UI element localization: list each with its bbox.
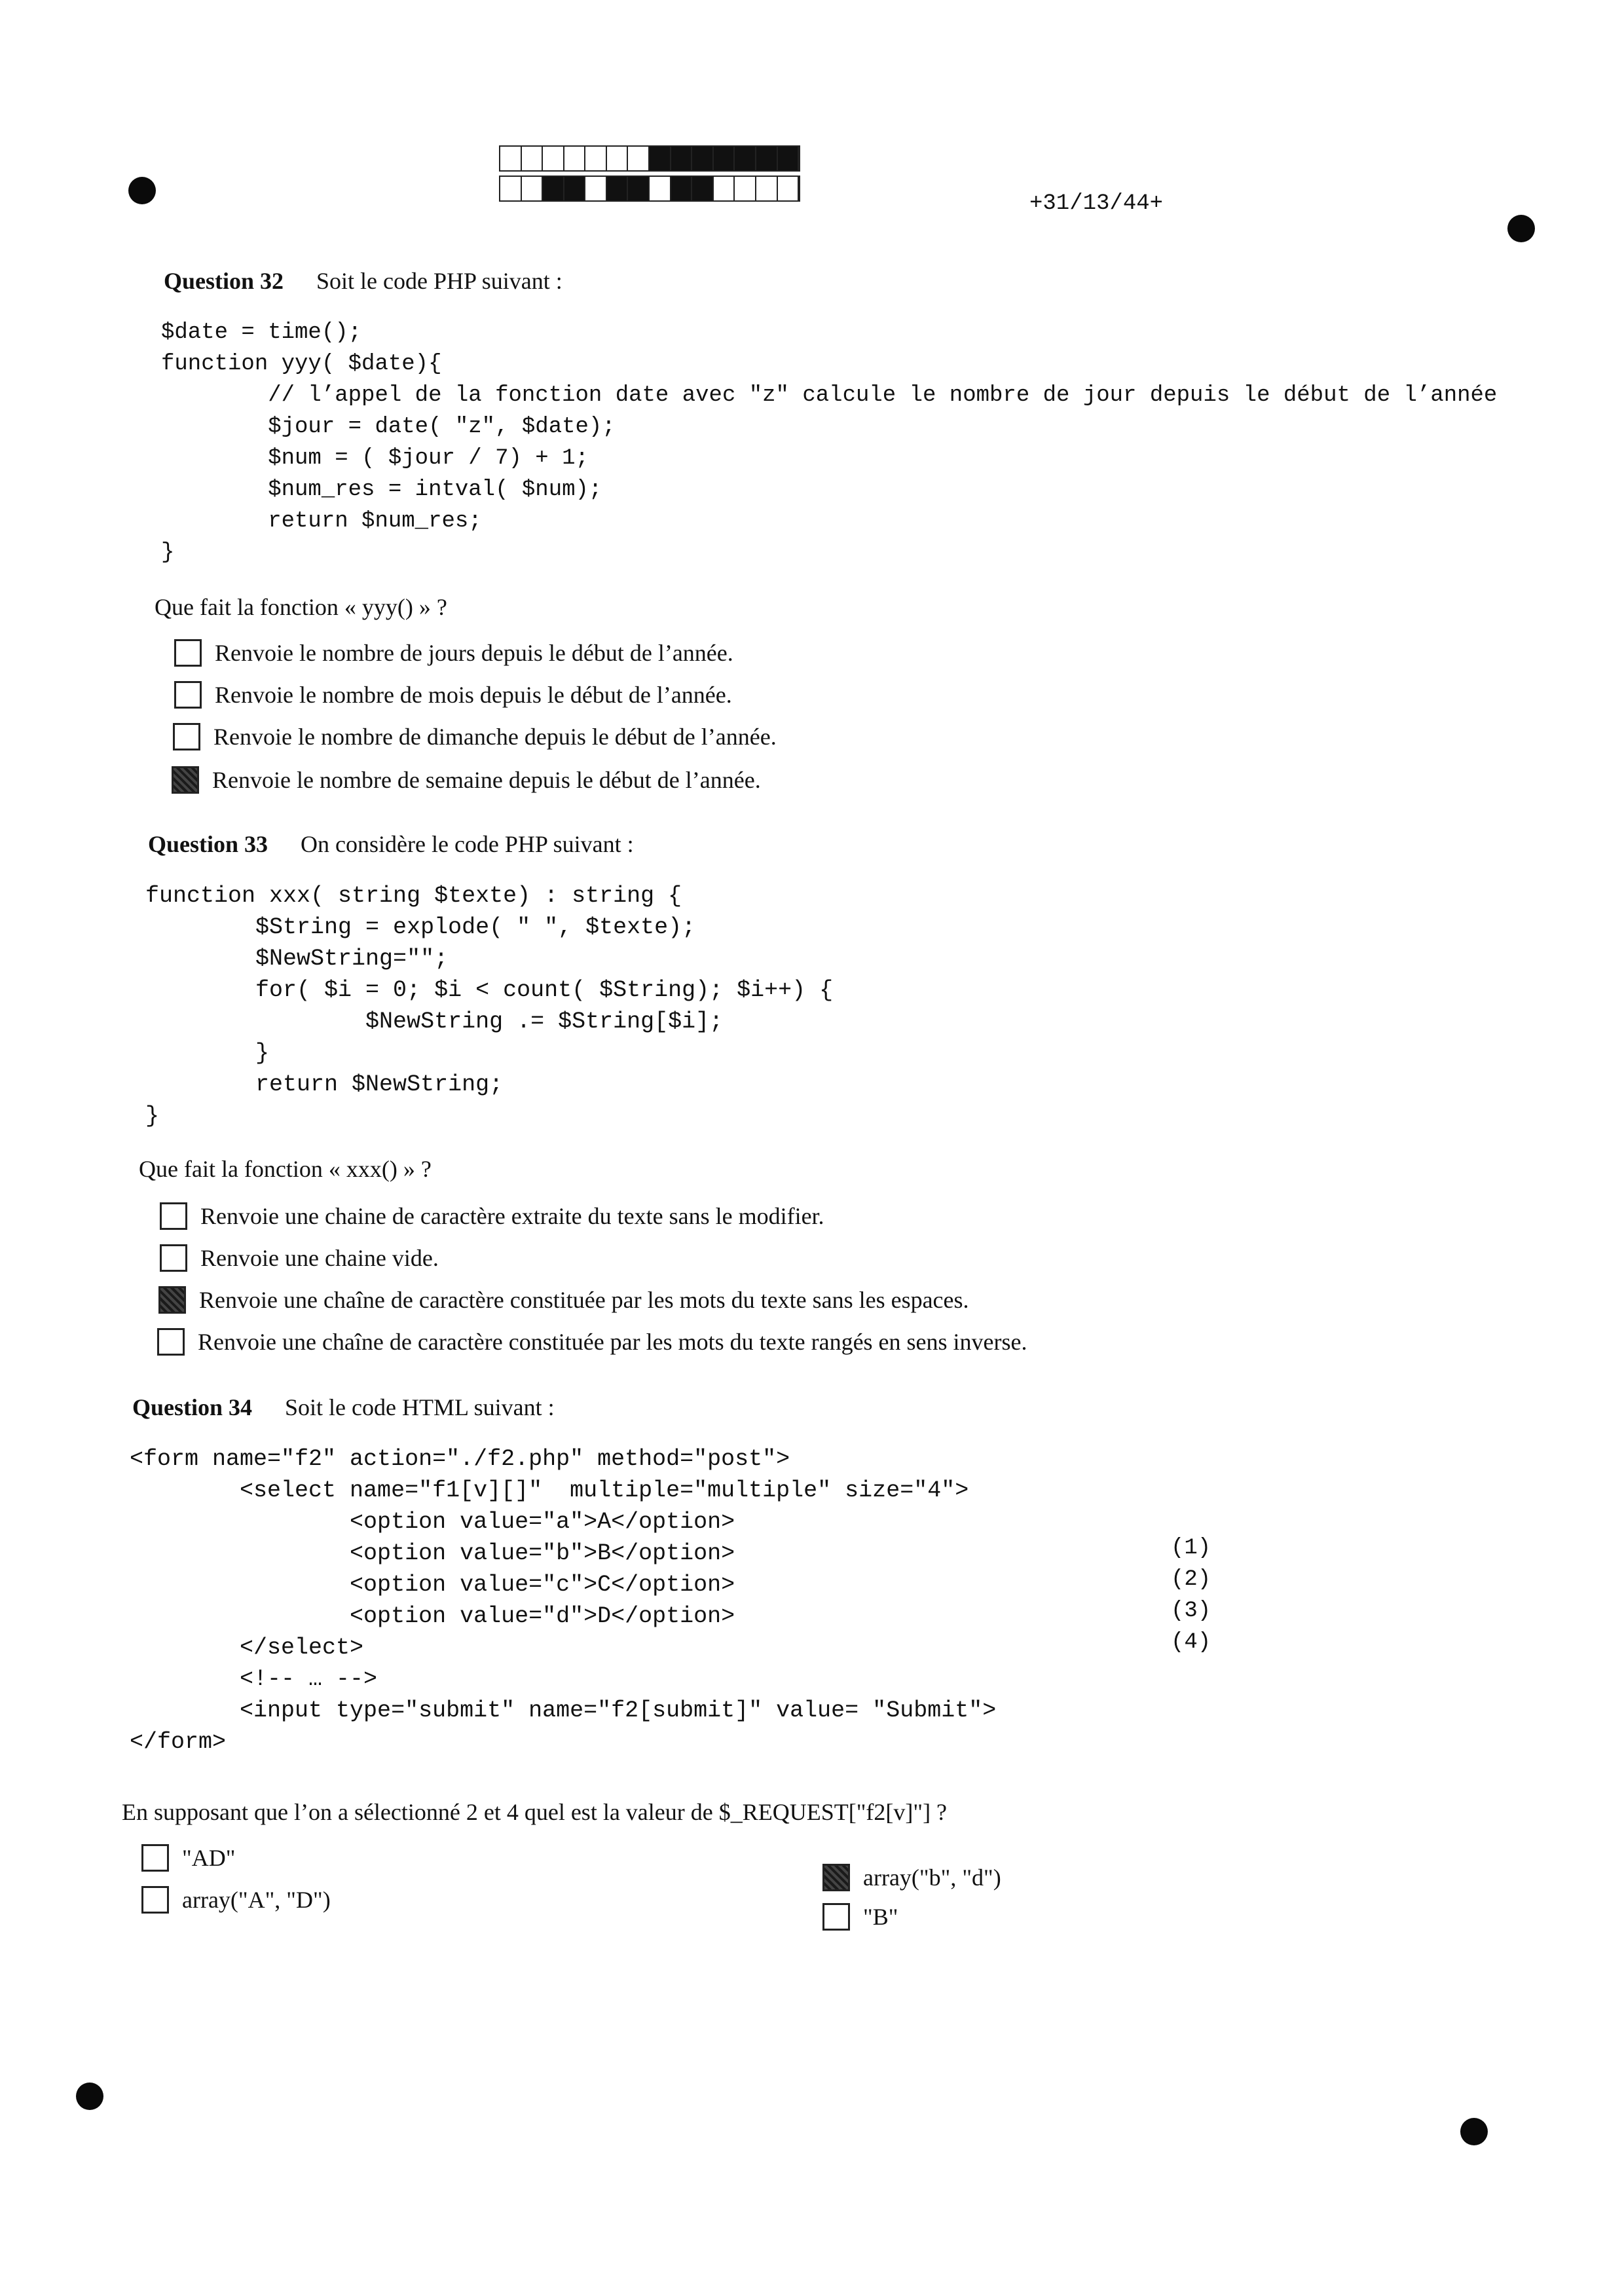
answer-option[interactable]: [158, 1286, 969, 1314]
answer-checkbox-checked[interactable]: [158, 1286, 186, 1314]
answer-option[interactable]: [174, 681, 732, 709]
answer-text: Renvoie le nombre de semaine depuis le début de l’année.: [212, 767, 761, 793]
php-code-block: $date = time(); function yyy( $date){ // l’appel de la fonction date avec "z" calcule le nombre de jour depuis le début de l’année $jour = date( "z", $date); $num = ( $jour / 7) + 1; $num_res = intval( $num); return $num_res; }: [161, 320, 1498, 565]
answer-text: "AD": [182, 1845, 236, 1871]
answer-option[interactable]: [822, 1903, 898, 1931]
page-id: +31/13/44+: [1029, 191, 1164, 216]
question-33-heading: [148, 830, 634, 858]
registration-mark-top-right: [1507, 215, 1535, 242]
question-prompt: Que fait la fonction « xxx() » ?: [139, 1156, 432, 1182]
answer-option[interactable]: [822, 1864, 1001, 1891]
answer-text: Renvoie le nombre de jours depuis le début de l’année.: [215, 640, 733, 666]
answer-checkbox[interactable]: [160, 1202, 187, 1230]
question-intro: On considère le code PHP suivant :: [301, 831, 634, 857]
answer-option[interactable]: [141, 1886, 331, 1914]
answer-checkbox[interactable]: [173, 723, 200, 750]
answer-text: Renvoie le nombre de mois depuis le début de l’année.: [215, 682, 732, 708]
registration-mark-bottom-left: [76, 2083, 103, 2110]
answer-checkbox[interactable]: [141, 1844, 169, 1872]
php-code-block: function xxx( string $texte) : string { $String = explode( " ", $texte); $NewString=""; for( $i = 0; $i < count( $String); $i++) { $NewString .= $String[$i]; } return $NewString; }: [145, 883, 834, 1129]
answer-checkbox[interactable]: [157, 1328, 185, 1356]
answer-option[interactable]: [141, 1844, 235, 1872]
answer-checkbox-checked[interactable]: [822, 1864, 850, 1891]
answer-checkbox-checked[interactable]: [172, 766, 199, 794]
answer-checkbox[interactable]: [141, 1886, 169, 1914]
question-label: Question 33: [148, 831, 268, 857]
question-32-heading: [164, 267, 563, 295]
question-intro: Soit le code HTML suivant :: [285, 1394, 555, 1420]
question-prompt: En supposant que l’on a sélectionné 2 et 4 quel est la valeur de $_REQUEST["f2[v]"] ?: [122, 1799, 948, 1825]
answer-text: array("b", "d"): [863, 1864, 1001, 1891]
question-intro: Soit le code PHP suivant :: [316, 268, 563, 294]
answer-checkbox[interactable]: [160, 1244, 187, 1272]
answer-text: Renvoie une chaine vide.: [200, 1245, 439, 1271]
answer-text: Renvoie une chaîne de caractère constituée par les mots du texte rangés en sens inverse.: [198, 1329, 1027, 1355]
answer-option[interactable]: [160, 1202, 824, 1230]
question-34-heading: [132, 1394, 555, 1421]
registration-mark-bottom-right: [1460, 2118, 1488, 2145]
answer-option[interactable]: [157, 1328, 1027, 1356]
line-numbers: (1) (2) (3) (4): [1171, 1536, 1211, 1655]
answer-text: "B": [863, 1904, 898, 1930]
answer-option[interactable]: [174, 639, 733, 667]
html-code-block: <form name="f2" action="./f2.php" method="post"> <select name="f1[v][]" multiple="multiple" size="4"> <option value="a">A</option> <option value="b">B</option> <option value="c">C</option> <option value="d">D</option> </select> <!-- … --> <input type="submit" name="f2[submit]" value= "Submit"> </form>: [130, 1446, 997, 1755]
registration-mark-top-left: [128, 177, 156, 204]
answer-checkbox[interactable]: [822, 1903, 850, 1931]
answer-text: Renvoie le nombre de dimanche depuis le début de l’année.: [213, 724, 777, 750]
answer-text: Renvoie une chaîne de caractère constituée par les mots du texte sans les espaces.: [199, 1287, 969, 1313]
barcode-top: [499, 145, 800, 172]
answer-option[interactable]: [173, 723, 777, 750]
question-label: Question 34: [132, 1394, 253, 1420]
question-label: Question 32: [164, 268, 284, 294]
answer-text: Renvoie une chaine de caractère extraite du texte sans le modifier.: [200, 1203, 824, 1229]
answer-checkbox[interactable]: [174, 639, 202, 667]
answer-option[interactable]: [160, 1244, 439, 1272]
answer-text: array("A", "D"): [182, 1887, 331, 1913]
question-prompt: Que fait la fonction « yyy() » ?: [155, 594, 447, 620]
answer-option[interactable]: [172, 766, 761, 794]
answer-checkbox[interactable]: [174, 681, 202, 709]
barcode-bottom: [499, 176, 800, 202]
